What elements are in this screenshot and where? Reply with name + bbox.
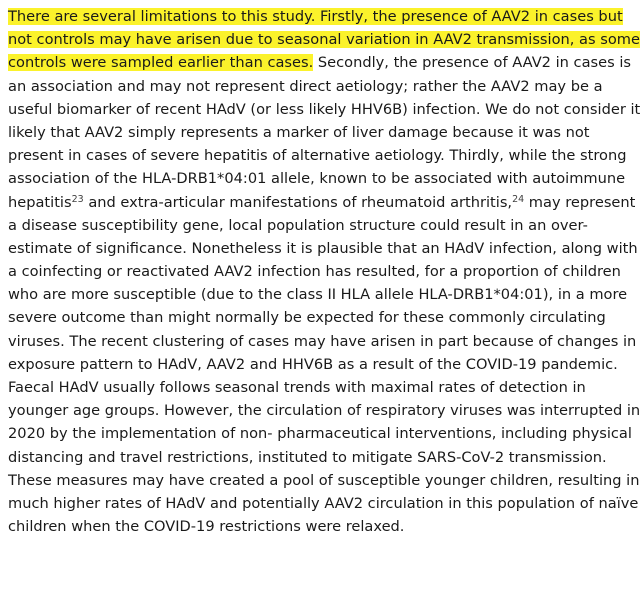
document-paragraph (8, 5, 640, 538)
text-line-3 (8, 51, 631, 74)
text-line-16: exposure pattern to HAdV, AAV2 and HHV6B as a result of the COVID-19 pandemic. (8, 355, 618, 373)
highlighted-text: not controls may have arisen due to seasonal variation in AAV2 transmission, as some (8, 31, 640, 49)
text-line-8: association of the HLA-DRB1*04:01 allele, known to be associated with autoimmune (8, 170, 626, 188)
highlighted-text: There are several limitations to this study. Firstly, the presence of AAV2 in cases but (8, 8, 623, 25)
reference-23-link[interactable]: 23 (71, 193, 84, 205)
text-line-18: younger age groups. However, the circulation of respiratory viruses was interrupted in (8, 402, 640, 420)
text-line-10: a disease susceptibility gene, local population structure could result in an over- (8, 216, 588, 234)
text-line-14: severe outcome than might normally be expected for these commonly circulating (8, 309, 606, 327)
text-line-9 (8, 191, 636, 214)
text-segment: may represent (524, 193, 636, 211)
reference-24-link[interactable]: 24 (512, 193, 525, 205)
text-line-12: a coinfecting or reactivated AAV2 infection has resulted, for a proportion of children (8, 263, 621, 281)
text-line-6: likely that AAV2 simply represents a marker of liver damage because it was not (8, 123, 590, 141)
text-line-11: estimate of significance. Nonetheless it is plausible that an HAdV infection, along with (8, 239, 638, 257)
text-line-2 (8, 28, 640, 51)
text-line-4: an association and may not represent direct aetiology; rather the AAV2 may be a (8, 77, 603, 95)
highlighted-text: controls were sampled earlier than cases. (8, 54, 314, 72)
text-line-20: distancing and travel restrictions, instituted to mitigate SARS-CoV-2 transmission. (8, 448, 607, 466)
text-line-1 (8, 5, 623, 28)
text-line-5: useful biomarker of recent HAdV (or less likely HHV6B) infection. We do not consider it (8, 100, 640, 118)
text-line-17: Faecal HAdV usually follows seasonal trends with maximal rates of detection in (8, 379, 586, 396)
text-line-7: present in cases of severe hepatitis of alternative aetiology. Thirdly, while the strong (8, 147, 627, 165)
text-line-22: much higher rates of HAdV and potentially AAV2 circulation in this population of naïve (8, 494, 639, 512)
text-line-19: 2020 by the implementation of non- pharmaceutical interventions, including physical (8, 425, 632, 443)
text-segment: Secondly, the presence of AAV2 in cases is (313, 54, 631, 72)
text-line-21: These measures may have created a pool of susceptible younger children, resulting in (8, 471, 640, 489)
text-segment: and extra-articular manifestations of rheumatoid arthritis, (83, 193, 513, 211)
text-line-23: children when the COVID-19 restrictions were relaxed. (8, 518, 405, 536)
text-segment: hepatitis (8, 193, 72, 211)
text-line-13: who are more susceptible (due to the class II HLA allele HLA-DRB1*04:01), in a more (8, 286, 628, 304)
text-line-15: viruses. The recent clustering of cases may have arisen in part because of changes in (8, 332, 637, 350)
